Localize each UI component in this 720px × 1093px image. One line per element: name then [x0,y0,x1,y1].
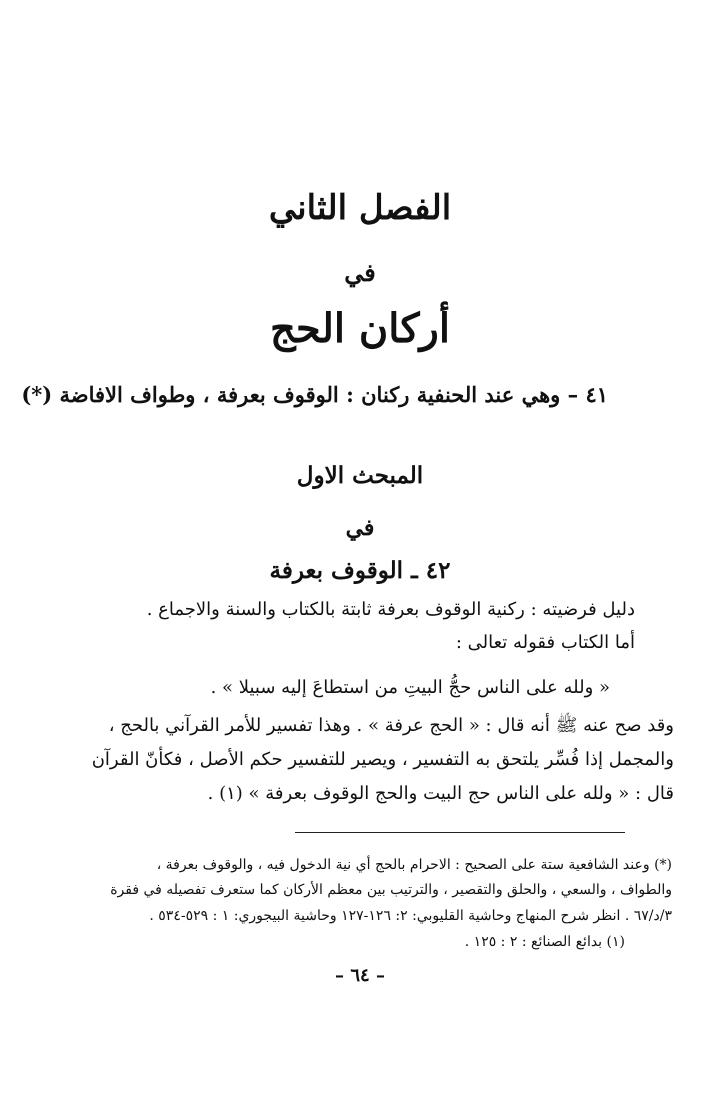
quran-verse: « ولله على الناس حجُّ البيتِ من استطاعَ إليه سبيلا » . [210,677,610,698]
chapter-in-word: في [344,258,376,287]
section-42-heading: ٤٢ ـ الوقوف بعرفة [269,557,451,584]
body-line: والمجمل إذا فُسِّر يلتحق به التفسير ، ويصير للتفسير حكم الأصل ، فكأنّ القرآن [91,749,674,770]
footnote-divider [295,832,625,833]
footnote-line: ٣/د/٦٧ . انظر شرح المنهاج وحاشية القليوبي: ٢: ١٢٦-١٢٧ وحاشية البيجوري: ١ : ٥٢٩-٥٣٤ . [149,908,672,924]
section-41-heading: ٤١ – وهي عند الحنفية ركنان : الوقوف بعرفة ، وطواف الافاضة (*) [21,382,608,407]
footnote-line: والطواف ، والسعي ، والحلق والتقصير ، والترتيب بين معظم الأركان كما ستعرف تفصيله في فقرة [110,882,672,898]
body-line: قال : « ولله على الناس حج البيت والحج الوقوف بعرفة » (١) . [207,783,674,804]
chapter-subject: أركان الحج [270,305,450,352]
body-line: أما الكتاب فقوله تعالى : [455,632,635,653]
chapter-title: الفصل الثاني [268,188,452,228]
topic-title: المبحث الاول [296,462,424,489]
body-line: دليل فرضيته : ركنية الوقوف بعرفة ثابتة بالكتاب والسنة والاجماع . [146,599,635,620]
footnote-line: (١) بدائع الصنائع : ٢ : ١٢٥ . [464,934,625,950]
topic-in-word: في [345,515,375,541]
footnote-line: (*) وعند الشافعية ستة على الصحيح : الاحرام بالحج أي نية الدخول فيه ، والوقوف بعرفة ، [156,857,672,873]
page-number: – ٦٤ – [335,965,385,986]
body-line: وقد صح عنه ﷺ أنه قال : « الحج عرفة » . وهذا تفسير للأمر القرآني بالحج ، [108,715,674,736]
